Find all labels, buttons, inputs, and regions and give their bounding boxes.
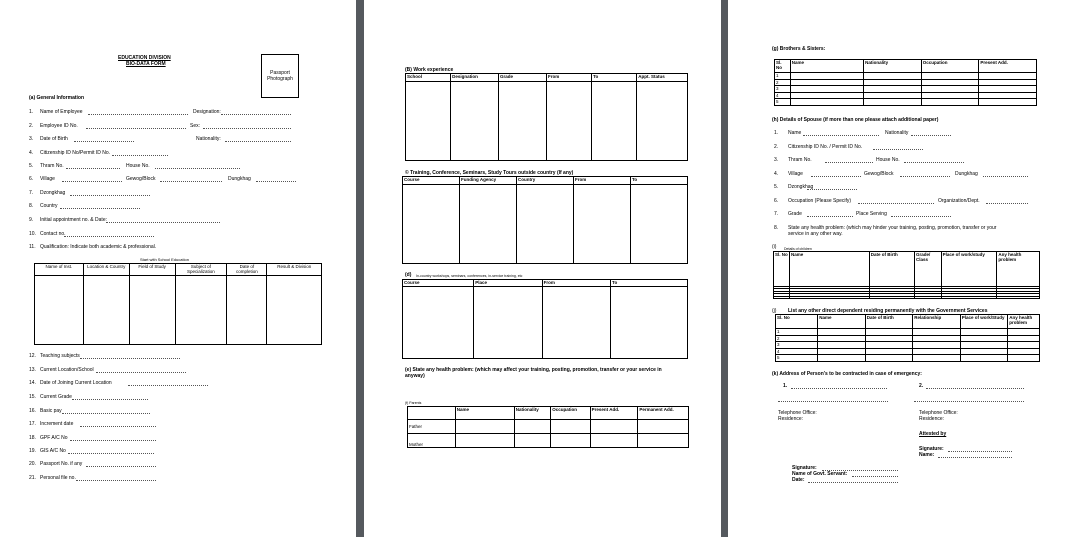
field-19-number: 19.: [29, 448, 36, 454]
section-j-label: (j): [772, 308, 777, 314]
spouse-dungkhag-label: Dungkhag: [955, 171, 978, 177]
sex-label: Sex:: [190, 123, 201, 129]
field-3-label: Date of Birth: [40, 136, 68, 142]
spouse-field-4-line: [811, 176, 861, 177]
dependents-row-number: 2: [776, 335, 818, 342]
form-division-title: EDUCATION DIVISION: [118, 55, 171, 61]
field-12-line: [80, 358, 180, 359]
field-2-line: [86, 128, 186, 129]
siblings-row-number: 3: [775, 86, 791, 93]
training-header-1: Funding Agency: [460, 177, 517, 185]
spouse-field-4-number: 4.: [774, 171, 779, 177]
parents-row-father: Father: [408, 420, 456, 434]
spouse-org-label: Organization/Dept.: [938, 198, 980, 204]
field-15-label: Current Grade: [40, 394, 72, 400]
siblings-row: [775, 99, 1037, 106]
in-country-header-0: Course: [403, 280, 474, 287]
field-14-label: Date of Joining Current Location: [40, 380, 112, 386]
spouse-field-6-label: Occupation (Please Specify): [788, 198, 852, 204]
page-3: [728, 0, 1085, 537]
field-12-number: 12.: [29, 353, 36, 359]
spouse-house-no-line: [904, 162, 964, 163]
parents-header-0: [408, 407, 456, 420]
qualification-header-2: Field of Study: [129, 264, 175, 276]
spouse-field-3-number: 3.: [774, 157, 779, 163]
field-4-label: Citizenship ID No/Permit ID No.: [40, 150, 111, 156]
item-8-text-2: service in any other way.: [788, 231, 843, 237]
field-20-label: Passport No. if any: [40, 461, 83, 467]
spouse-field-2-label: Citizenship ID No. / Permit ID No.: [788, 144, 863, 150]
servant-signature-label: Signature:: [792, 465, 817, 471]
qualification-table: [34, 263, 322, 345]
dependents-header-4: Place of work/Study: [960, 315, 1008, 329]
spouse-title: (h) Details of Spouse (if more than one please attach additional paper): [772, 117, 939, 123]
spouse-field-2-number: 2.: [774, 144, 779, 150]
spouse-field-3-line: [825, 162, 873, 163]
parents-header-1: Name: [455, 407, 514, 420]
qualification-header-1: Location & Country: [83, 264, 129, 276]
children-row: [774, 296, 1040, 299]
work-header-0: School: [406, 74, 451, 82]
field-10-line: [64, 236, 154, 237]
children-header-5: Any health problem: [997, 252, 1040, 287]
field-8-line: [60, 208, 140, 209]
work-experience-title: (B) Work experience: [405, 67, 454, 73]
dependents-row: [776, 355, 1040, 362]
health-problem-text: (e) State any health problem: (which may affect your training, posting, promotion, transfer or your service in anyway): [405, 367, 662, 379]
siblings-header-0: Sl. No: [775, 60, 791, 73]
in-country-header-2: From: [542, 280, 610, 287]
date-label: Date:: [792, 477, 805, 483]
page-gap-1: [356, 0, 364, 537]
field-9-line: [106, 222, 220, 223]
attester-name-label: Name:: [919, 452, 935, 458]
dependents-row-number: 4: [776, 348, 818, 355]
page-2: [364, 0, 721, 537]
in-country-table: [402, 279, 688, 359]
emergency-2-residence: Residence:: [919, 416, 945, 422]
children-table: [773, 251, 1040, 299]
spouse-place-line: [891, 216, 951, 217]
field-10-label: Contact no.: [40, 231, 66, 237]
field-10-number: 10.: [29, 231, 36, 237]
field-7-number: 7.: [29, 190, 34, 196]
emergency-2-line-b: [914, 401, 1024, 402]
field-19-label: GIS A/C No: [40, 448, 66, 454]
spouse-field-1-label: Name: [788, 130, 802, 136]
spouse-field-5-label: Dzongkhag: [788, 184, 814, 190]
spouse-gewog-line: [900, 176, 950, 177]
designation-label: Designation:: [193, 109, 221, 115]
parents-table: [407, 406, 689, 448]
siblings-row-number: 1: [775, 73, 791, 80]
dependents-header-0: Sl. No: [776, 315, 818, 329]
dependents-row-number: 5: [776, 355, 818, 362]
field-13-line: [96, 372, 186, 373]
field-3-number: 3.: [29, 136, 34, 142]
field-16-label: Basic pay: [40, 408, 62, 414]
children-header-3: Grade/ Class: [914, 252, 941, 287]
emergency-1-telephone: Telephone Office:: [778, 410, 817, 416]
form-title: BIO-DATA FORM: [126, 61, 166, 67]
field-19-line: [68, 453, 154, 454]
dependents-title: List any other direct dependent residing permanently with the Government Services: [788, 308, 988, 314]
field-16-line: [62, 413, 150, 414]
field-6-number: 6.: [29, 176, 34, 182]
field-4-number: 4.: [29, 150, 34, 156]
field-2-label: Employee ID No.: [40, 123, 78, 129]
siblings-table: [774, 59, 1037, 106]
parents-row-mother: Mother: [408, 434, 456, 448]
health-problem-title: [405, 367, 681, 379]
field-15-number: 15.: [29, 394, 36, 400]
dependents-header-1: Name: [818, 315, 866, 329]
attester-name-line: [938, 457, 1012, 458]
section-d-subtitle: In-country workshops, seminars, conferences, in-service training, etc: [416, 274, 523, 278]
field-17-number: 17.: [29, 421, 36, 427]
gewog-line: [160, 181, 222, 182]
work-header-3: From: [546, 74, 591, 82]
field-11-label: Qualification: Indicate both academic & professional.: [40, 244, 157, 250]
emergency-1-number: 1.: [783, 383, 788, 389]
qualification-header-5: Result & Division: [267, 264, 322, 276]
spouse-field-3-label: Thram No.: [788, 157, 812, 163]
qualification-header-4: Date of completion: [227, 264, 267, 276]
dependents-row-number: 3: [776, 342, 818, 349]
field-12-label: Teaching subjects: [40, 353, 80, 359]
field-14-number: 14.: [29, 380, 36, 386]
attester-signature-label: Signature:: [919, 446, 944, 452]
field-18-label: GPF A/C No: [40, 435, 68, 441]
field-7-line: [70, 195, 150, 196]
field-8-label: Country: [40, 203, 58, 209]
work-header-4: To: [592, 74, 637, 82]
field-17-line: [80, 426, 156, 427]
spouse-field-2-line: [873, 149, 923, 150]
dependents-row-number: 1: [776, 329, 818, 336]
qualification-caption: Start with School Education: [140, 257, 189, 262]
training-header-2: Country: [517, 177, 574, 185]
spouse-field-7-label: Grade: [788, 211, 802, 217]
spouse-field-5-number: 5.: [774, 184, 779, 190]
nationality-label: Nationality:: [196, 136, 221, 142]
spouse-nationality-label: Nationality: [885, 130, 909, 136]
children-subtitle: Details of children: [784, 247, 812, 251]
field-5-number: 5.: [29, 163, 34, 169]
attester-signature-line: [948, 451, 1012, 452]
field-18-number: 18.: [29, 435, 36, 441]
field-9-number: 9.: [29, 217, 34, 223]
dungkhag-line: [256, 181, 296, 182]
house-no-line: [155, 168, 240, 169]
field-15-line: [72, 399, 148, 400]
work-header-5: Appt. Status: [637, 74, 688, 82]
item-8-text-1: State any health problem: (which may hinder your training, posting, promotion, transfer or your: [788, 225, 997, 231]
emergency-title: (k) Address of Person's to be contracted in case of emergency:: [772, 371, 922, 377]
field-5-label: Thram No.: [40, 163, 64, 169]
spouse-nationality-line: [911, 135, 951, 136]
field-2-number: 2.: [29, 123, 34, 129]
spouse-field-6-line: [858, 203, 934, 204]
emergency-1-line-b: [778, 401, 888, 402]
work-header-2: Grade: [499, 74, 547, 82]
parents-label: (f) Parents: [405, 401, 422, 405]
field-11-number: 11.: [29, 244, 36, 250]
qualification-header-3: Subject of Specialization: [175, 264, 227, 276]
field-21-label: Personal file no.: [40, 475, 76, 481]
field-20-number: 20.: [29, 461, 36, 467]
spouse-org-line: [986, 203, 1028, 204]
field-13-number: 13.: [29, 367, 36, 373]
in-country-header-3: To: [611, 280, 688, 287]
field-6-label: Village: [40, 176, 55, 182]
children-header-1: Name: [789, 252, 869, 287]
dependents-table: [775, 314, 1040, 362]
in-country-header-1: Place: [474, 280, 542, 287]
parents-header-4: Present Add.: [590, 407, 638, 420]
page-1: [0, 0, 356, 537]
spouse-field-1-line: [803, 135, 879, 136]
field-14-line: [128, 385, 208, 386]
house-no-label: House No.: [126, 163, 150, 169]
parents-header-3: Occupation: [551, 407, 590, 420]
emergency-1-line-a: [791, 388, 887, 389]
parents-header-5: Permanent Add.: [638, 407, 689, 420]
field-4-line: [112, 155, 168, 156]
section-d-label: (d): [405, 272, 412, 278]
emergency-2-telephone: Telephone Office:: [919, 410, 958, 416]
children-header-4: Place of work/study: [941, 252, 997, 287]
siblings-header-3: Occupation: [921, 60, 979, 73]
spouse-field-4-label: Village: [788, 171, 803, 177]
field-16-number: 16.: [29, 408, 36, 414]
emergency-2-number: 2.: [919, 383, 924, 389]
spouse-dungkhag-line: [983, 176, 1028, 177]
field-20-line: [86, 466, 156, 467]
field-21-line: [76, 480, 156, 481]
spouse-field-1-number: 1.: [774, 130, 779, 136]
section-i-label: (i): [772, 244, 777, 250]
spouse-house-no-label: House No.: [876, 157, 900, 163]
field-17-label: Increment date: [40, 421, 74, 427]
training-header-4: To: [631, 177, 688, 185]
spouse-field-7-line: [807, 216, 853, 217]
siblings-row-number: 5: [775, 99, 791, 106]
emergency-1-residence: Residence:: [778, 416, 804, 422]
training-title: © Training, Conference, Seminars, Study Tours outside country (If any): [405, 170, 574, 176]
siblings-header-4: Present Add.: [979, 60, 1037, 73]
field-3-line: [74, 141, 134, 142]
siblings-header-1: Name: [790, 60, 863, 73]
spouse-field-5-line: [807, 189, 857, 190]
qualification-header-0: Name of Inst.: [35, 264, 84, 276]
field-21-number: 21.: [29, 475, 36, 481]
children-header-0: Sl. No: [774, 252, 790, 287]
spouse-gewog-label: Gewog/Block: [864, 171, 894, 177]
field-1-line: [88, 114, 188, 115]
govt-servant-name-line: [852, 476, 898, 477]
date-line: [808, 482, 898, 483]
siblings-title: (g) Brothers & Sisters:: [772, 46, 826, 52]
parents-header-2: Nationality: [514, 407, 551, 420]
govt-servant-name-label: Name of Govt. Servant:: [792, 471, 848, 477]
spouse-place-label: Place Serving: [856, 211, 887, 217]
siblings-header-2: Nationality: [864, 60, 922, 73]
passport-photo-label: Passport Photograph: [267, 70, 293, 82]
dependents-header-5: Any health problem: [1008, 315, 1040, 329]
field-1-number: 1.: [29, 109, 34, 115]
spouse-field-7-number: 7.: [774, 211, 779, 217]
field-18-line: [70, 440, 156, 441]
field-7-label: Dzongkhag: [40, 190, 66, 196]
designation-line: [221, 114, 291, 115]
field-9-label: Initial appointment no. & Date:: [40, 217, 107, 223]
field-5-line: [66, 168, 120, 169]
passport-photo-box: [261, 54, 299, 98]
work-header-1: Designation: [451, 74, 499, 82]
item-8-number: 8.: [774, 225, 779, 231]
gewog-label: Gewog/Block: [126, 176, 156, 182]
field-8-number: 8.: [29, 203, 34, 209]
section-a-title: (a) General Information: [29, 95, 85, 101]
siblings-row-number: 4: [775, 92, 791, 99]
spouse-field-6-number: 6.: [774, 198, 779, 204]
dungkhag-label: Dungkhag: [228, 176, 251, 182]
work-experience-table: [405, 73, 688, 161]
dependents-header-3: Relationship: [913, 315, 961, 329]
attested-by-label: Attested by: [919, 431, 947, 437]
siblings-row-number: 2: [775, 79, 791, 86]
children-header-2: Date of Birth: [869, 252, 914, 287]
sex-line: [203, 128, 291, 129]
nationality-line: [225, 141, 291, 142]
page-gap-2: [721, 0, 728, 537]
training-header-0: Course: [403, 177, 460, 185]
training-header-3: From: [574, 177, 631, 185]
training-table: [402, 176, 688, 264]
emergency-2-line-a: [926, 388, 1024, 389]
field-6-line: [62, 181, 122, 182]
field-13-label: Current Location/School: [40, 367, 94, 373]
dependents-header-2: Date of Birth: [865, 315, 913, 329]
field-1-label: Name of Employee: [40, 109, 83, 115]
